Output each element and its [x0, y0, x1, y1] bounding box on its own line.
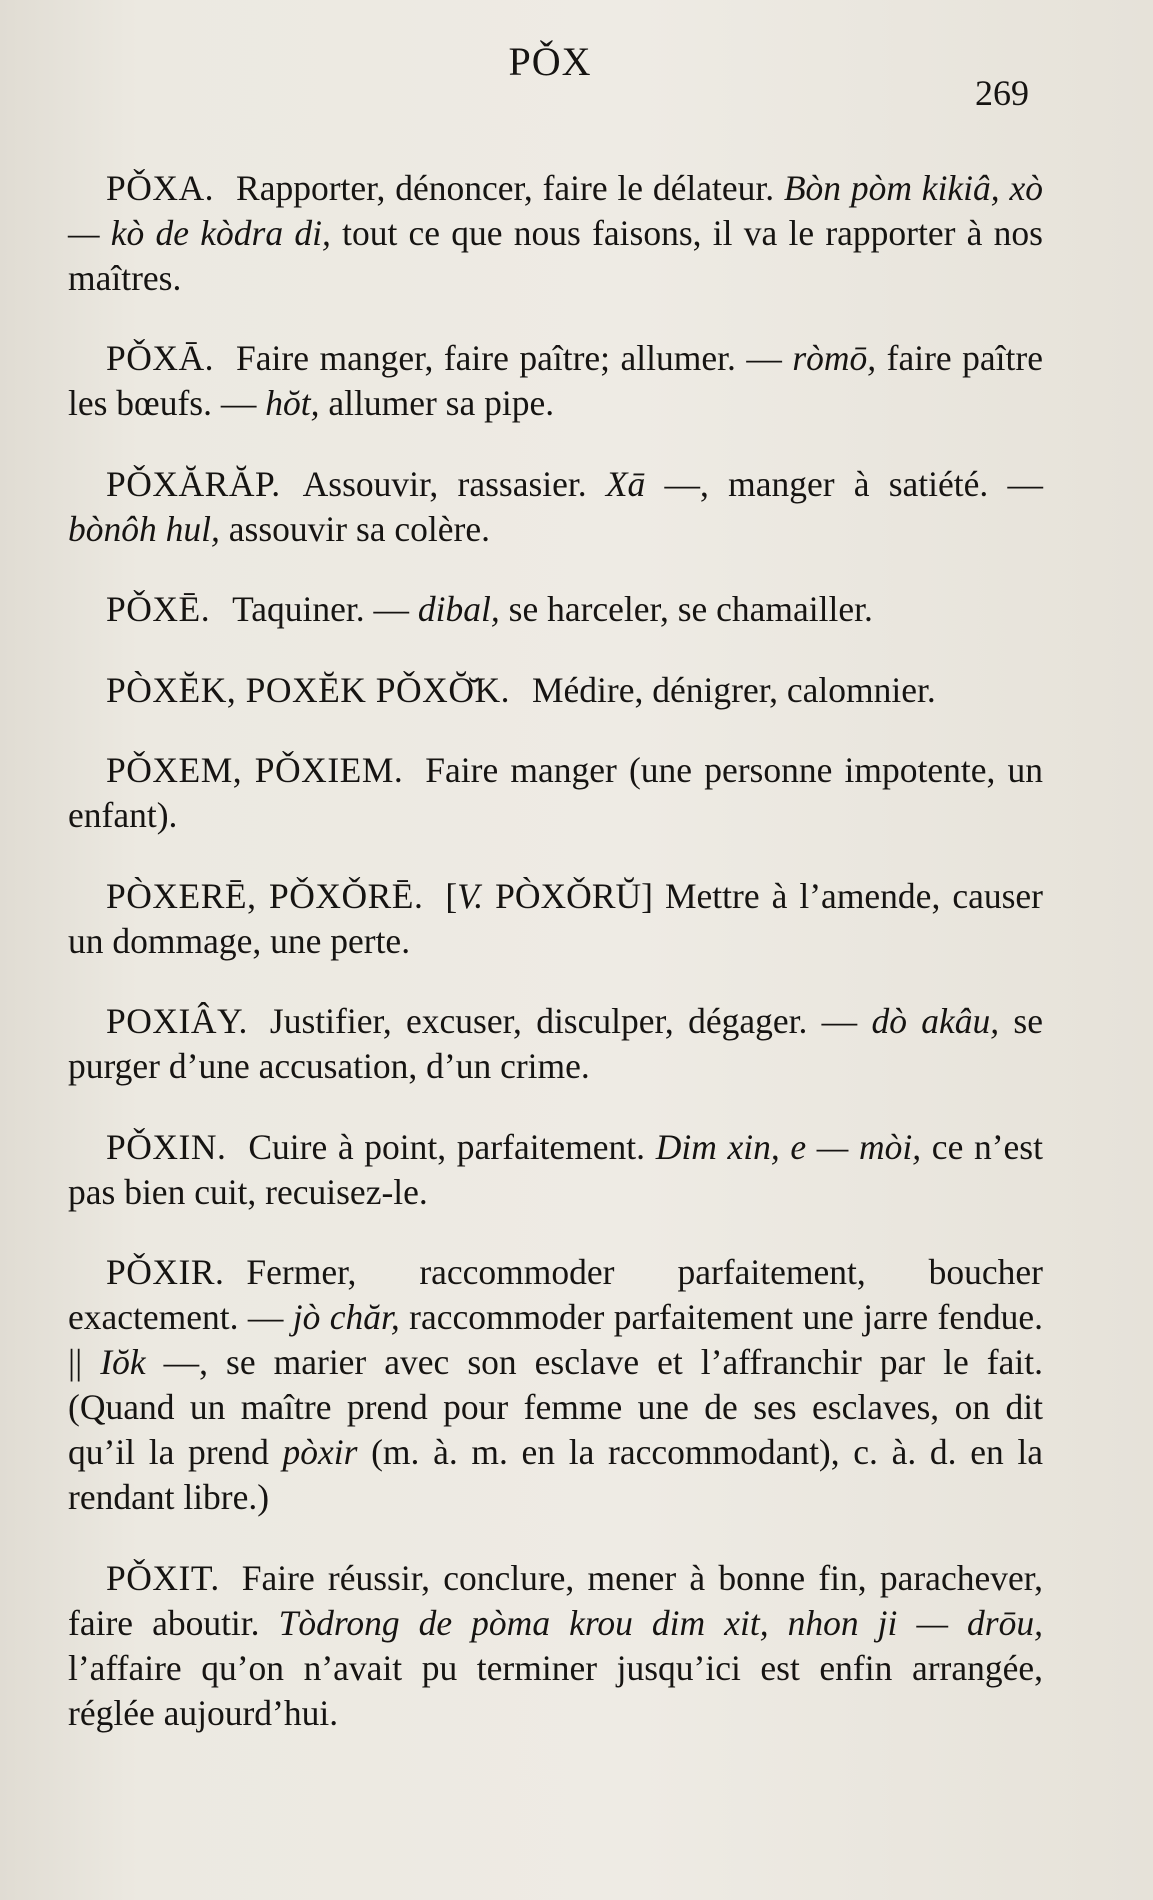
- entry-headword: PǑXĀ.: [106, 338, 215, 378]
- entry-text: Faire réussir, conclure, mener à bonne fin, parachever, faire aboutir.: [68, 1557, 1043, 1643]
- entry-text: ce n’est pas bien cuit, recuisez-le.: [68, 1126, 1043, 1212]
- entry-text: Faire manger, faire paître; allumer. —: [236, 338, 793, 378]
- entry-text: Fermer, raccommoder parfaitement, boucher exactement. —: [68, 1252, 1043, 1337]
- running-header: PǑX: [508, 39, 592, 84]
- entry-list: [68, 130, 1043, 1755]
- entry-headword: PÒXĔK, POXĔK PǑXŎ̆K.: [106, 669, 510, 710]
- entry-example: hŏt,: [265, 383, 320, 423]
- dictionary-entry: [68, 166, 1043, 301]
- entry-text: Médire, dénigrer, calomnier.: [531, 669, 936, 710]
- entry-text: —, manger à satiété. —: [645, 463, 1043, 504]
- entry-text: PÒXǑRŬ] Mettre à l’amende, causer un dommage, une perte.: [68, 875, 1043, 961]
- entry-headword: PǑXIN.: [106, 1126, 227, 1167]
- dictionary-entry: [68, 999, 1043, 1089]
- entry-example: Iŏk: [100, 1342, 146, 1382]
- entry-text: (m. à. m. en la raccommodant), c. à. d. en la rendant libre.): [68, 1432, 1043, 1517]
- entry-text: Taquiner. —: [232, 589, 418, 629]
- dictionary-entry: [68, 462, 1043, 552]
- dictionary-entry: [68, 587, 1043, 632]
- entry-text: se harceler, se chamailler.: [499, 589, 873, 629]
- entry-text: allumer sa pipe.: [319, 383, 555, 423]
- entry-headword: PǑXĒ.: [106, 589, 211, 629]
- entry-example: ròmō,: [792, 338, 877, 378]
- entry-text: Cuire à point, parfaitement.: [248, 1126, 656, 1167]
- dictionary-entry: [68, 1125, 1043, 1215]
- entry-example: Bòn pòm kikiâ, xò — kò de kòdra di,: [68, 167, 1043, 253]
- dictionary-entry: [68, 1556, 1043, 1736]
- entry-example: V.: [457, 875, 484, 916]
- entry-text: se purger d’une accusation, d’un crime.: [68, 1001, 1043, 1086]
- entry-text: raccommoder parfaitement une jarre fendue. ||: [68, 1297, 1043, 1382]
- entry-example: bònôh hul,: [68, 508, 220, 549]
- entry-example: pòxir: [282, 1432, 358, 1472]
- entry-headword: PǑXIT.: [106, 1557, 220, 1598]
- entry-text: Justifier, excuser, disculper, dégager. —: [269, 1001, 872, 1041]
- entry-example: Tòdrong de pòma krou dim xit, nhon ji — drōu,: [278, 1602, 1043, 1643]
- entry-example: jò chăr,: [292, 1297, 400, 1337]
- entry-headword: PÒXERĒ, PǑXǑRĒ.: [106, 875, 424, 916]
- entry-text: assouvir sa colère.: [219, 508, 490, 549]
- entry-example: dibal,: [417, 589, 500, 629]
- entry-text: l’affaire qu’on n’avait pu terminer jusqu’ici est enfin arrangée, réglée aujourd’hui.: [68, 1647, 1043, 1733]
- page-number: 269: [975, 73, 1029, 113]
- entry-text: —, se marier avec son esclave et l’affranchir par le fait. (Quand un maître prend pour femme une de ses esclaves, on dit qu’il la prend: [68, 1342, 1043, 1472]
- dictionary-entry: [68, 668, 1043, 713]
- dictionary-entry: [68, 874, 1043, 964]
- entry-text: Rapporter, dénoncer, faire le délateur.: [236, 167, 784, 208]
- entry-headword: PǑXIR.: [106, 1252, 225, 1292]
- entry-text: tout ce que nous faisons, il va le rapporter à nos maîtres.: [68, 212, 1043, 298]
- entry-text: Assouvir, rassasier.: [302, 463, 606, 504]
- entry-text: faire paître les bœufs. —: [68, 338, 1043, 423]
- entry-headword: PǑXA.: [106, 167, 215, 208]
- entry-example: Dim xin, e — mòi,: [655, 1126, 922, 1167]
- entry-text: [: [445, 875, 458, 916]
- entry-headword: PǑXĂRĂP.: [106, 463, 281, 504]
- dictionary-entry: [68, 1250, 1043, 1520]
- dictionary-entry: [68, 336, 1043, 426]
- entry-example: dò akâu,: [871, 1001, 1000, 1041]
- entry-example: Xā: [605, 463, 646, 504]
- dictionary-entry: [68, 748, 1043, 838]
- entry-text: Faire manger (une personne impotente, un enfant).: [68, 750, 1043, 835]
- entry-headword: PǑXEM, PǑXIEM.: [106, 750, 404, 790]
- entry-headword: POXIÂY.: [106, 1001, 248, 1041]
